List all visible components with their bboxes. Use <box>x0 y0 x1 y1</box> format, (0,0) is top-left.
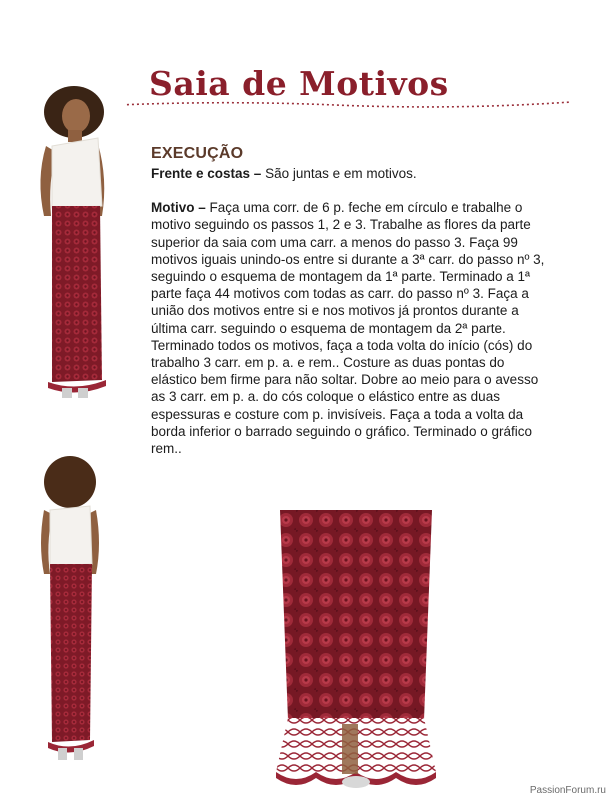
skirt-detail-photo <box>276 510 436 800</box>
model-photo-back <box>30 454 110 766</box>
model-photo-front <box>18 84 124 410</box>
instructions-text <box>151 165 546 457</box>
motif-lead: Motivo – <box>151 200 206 216</box>
section-heading: EXECUÇÃO <box>151 145 244 162</box>
motif-paragraph <box>151 199 546 457</box>
front-back-text: São juntas e em motivos. <box>261 166 417 181</box>
title-dotted-rule <box>95 96 575 114</box>
page-title: Saia de Motivos <box>149 64 449 103</box>
front-back-lead: Frente e costas – <box>151 166 262 181</box>
motif-text: Faça uma corr. de 6 p. feche em círculo e trabalhe o motivo seguindo os passos 1, 2 e 3. Trabalhe as flores da parte superior da saia com uma carr. a menos do passo 3. Faça 99 motivos iguais unindo-os entre si durante a 3ª carr. do passo nº 3, seguindo o esquema de montagem da 1ª parte. Terminado a 1ª parte faça 44 motivos com todas as carr. do passo nº 3. Faça a união dos motivos entre si e nos motivos já prontos durante a última carr. seguindo o esquema de montagem da 2ª parte. Terminado todos os motivos, faça a toda volta do início (cós) do trabalho 3 carr. em p. a. e rem.. Costure as duas pontas do elástico bem firme para não soltar. Dobre ao meio para o avesso as 3 carr. em p. a. do cós coloque o elástico entre as duas espessuras e costure com p. invisíveis. Faça a toda a volta da borda inferior o barrado seguindo o gráfico. Terminado o gráfico rem.. <box>151 200 545 457</box>
watermark: PassionForum.ru <box>529 785 606 796</box>
front-back-paragraph <box>151 165 546 182</box>
